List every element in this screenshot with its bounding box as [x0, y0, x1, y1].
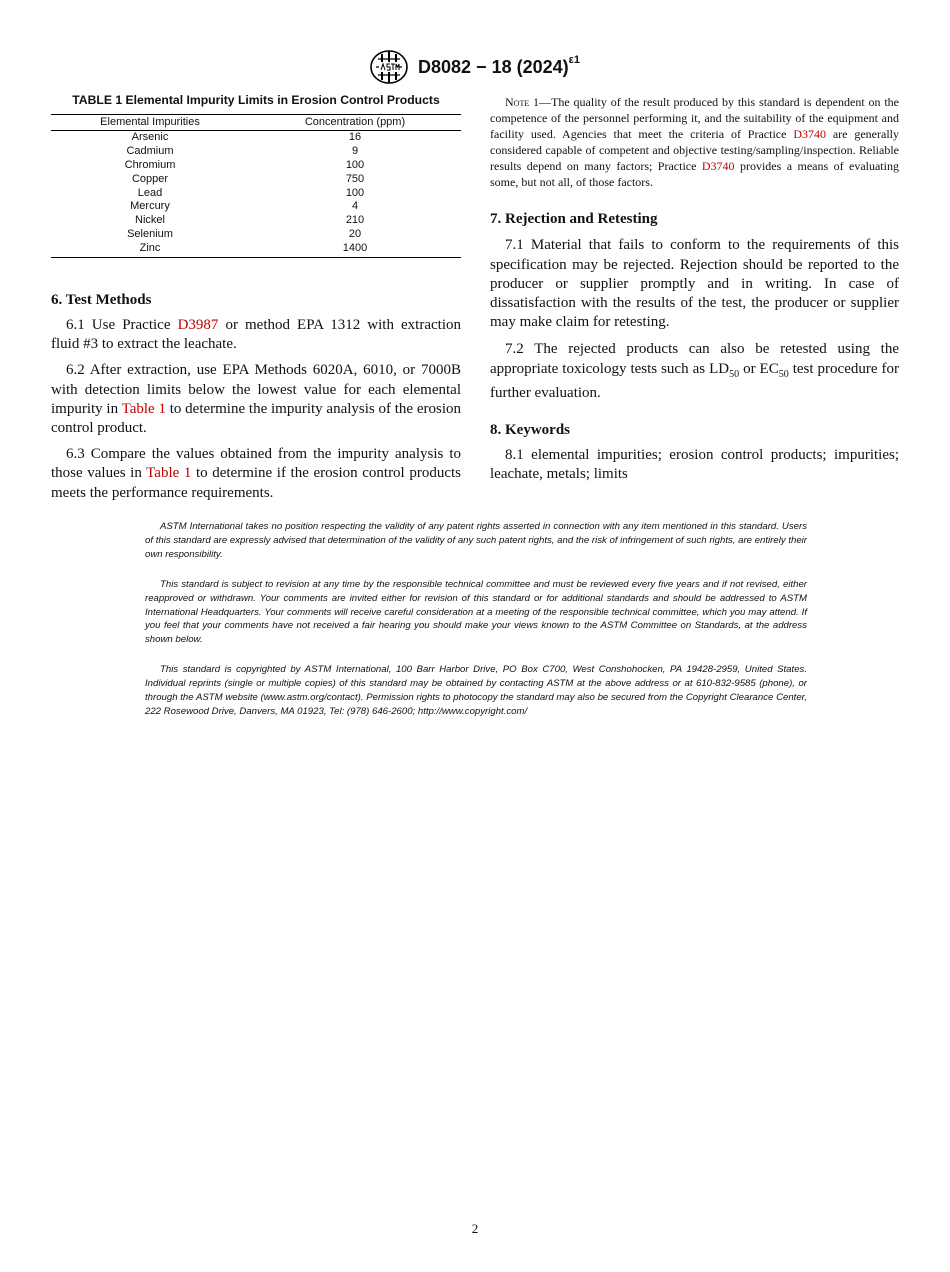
paragraph-6-3: 6.3 Compare the values obtained from the impurity analysis to those values in Table 1 to determine if the erosion control products meets the performance requirements.	[51, 446, 461, 501]
standard-designation: D8082 − 18 $(2024)^{\varepsilon 1}$	[418, 53, 580, 77]
impurity-concentration: 210	[345, 214, 365, 227]
column-header-impurity: Elemental Impurities	[51, 115, 249, 131]
impurity-concentration: 750	[345, 172, 365, 185]
table-row	[51, 145, 461, 159]
impurity-name: Chromium	[124, 158, 176, 171]
impurity-concentration: 100	[345, 158, 365, 171]
table-row	[51, 214, 461, 228]
impurity-concentration: 16	[348, 130, 362, 143]
section-6-heading: 6. Test Methods	[51, 292, 152, 309]
right-column	[490, 95, 899, 484]
section-8-heading: 8. Keywords	[490, 422, 570, 439]
link-d3987[interactable]: D3987	[177, 317, 219, 334]
page-header	[0, 50, 950, 84]
copyright-notice: This standard is copyrighted by ASTM International, 100 Barr Harbor Drive, PO Box C700, West Conshohocken, PA 19428-2959, United States. Individual reprints (single or multiple copies) of this standard may be obtained by contacting ASTM at the above address or at 610-832-9585 (phone), or through the ASTM website (www.astm.org/contact). Permission rights to photocopy the standard may also be secured from the Copyright Clearance Center, 222 Rosewood Drive, Danvers, MA 01923, Tel: (978) 646-2600; http://www.copyright.com/	[145, 664, 807, 717]
astm-logo-icon	[370, 50, 408, 84]
link-table-1[interactable]: Table 1	[146, 465, 192, 482]
table-row	[51, 130, 461, 144]
impurity-concentration: 4	[351, 200, 359, 213]
paragraph-6-2: 6.2 After extraction, use EPA Methods 6020A, 6010, or 7000B with detection limits below the lowest value for each elemental impurity in Table 1 to determine the impurity analysis of the erosion control product.	[51, 362, 462, 437]
paragraph-8-1: 8.1 elemental impurities; erosion control products; impurities; leachate, metals; limits	[490, 447, 899, 483]
impurity-concentration: 20	[348, 228, 362, 241]
revision-notice: This standard is subject to revision at any time by the responsible technical committee and must be reviewed every five years and if not revised, either reapproved or withdrawn. Your comments are invited either for revision of this standard or for additional standards and should be addressed to ASTM International Headquarters. Your comments will receive careful consideration at a meeting of the responsible technical committee, which you may attend. If you feel that your comments have not received a fair hearing you should make your views known to the ASTM Committee on Standards, at the address shown below.	[145, 578, 807, 646]
patent-notice: ASTM International takes no position respecting the validity of any patent rights asserted in connection with any item mentioned in this standard. Users of this standard are expressly advised that determination of the validity of any such patent rights, and the risk of infringement of such rights, are entirely their own responsibility.	[145, 521, 807, 560]
table-row	[51, 187, 461, 201]
impurity-name: Nickel	[135, 214, 165, 227]
paragraph-7-1: 7.1 Material that fails to conform to the requirements of this specification may be rejected. Rejection should be reported to the producer or supplier promptly and in writing. In case of dissatisfaction with the results of the test, the producer or supplier may make claim for retesting.	[490, 237, 899, 331]
impurity-concentration: 100	[345, 186, 365, 199]
section-7-heading: 7. Rejection and Retesting	[490, 211, 658, 228]
impurity-name: Selenium	[127, 228, 173, 241]
table-row	[51, 242, 461, 257]
impurity-name: Mercury	[130, 200, 170, 213]
legal-notices	[145, 520, 807, 735]
table-row	[51, 159, 461, 173]
impurity-name: Copper	[131, 172, 169, 185]
table-row	[51, 173, 461, 187]
link-d3740[interactable]: D3740	[701, 158, 735, 173]
impurity-name: Lead	[137, 186, 163, 199]
left-column	[51, 93, 461, 503]
link-d3740[interactable]: D3740	[793, 126, 826, 141]
impurity-name: Zinc	[51, 242, 249, 257]
table-row	[51, 228, 461, 242]
page-number: 2	[471, 1221, 479, 1236]
column-header-concentration: Concentration (ppm)	[249, 115, 461, 131]
paragraph-7-2: 7.2 The rejected products can also be retested using the appropriate toxicology tests such as $LD_{50}$ or $EC_{50}$ test procedure for further evaluation.	[490, 341, 899, 401]
impurity-name: Arsenic	[131, 130, 169, 143]
impurity-concentration: 9	[351, 144, 359, 157]
impurity-limits-table	[51, 114, 461, 258]
paragraph-6-1: 6.1 Use Practice D3987 or method EPA 1312 with extraction fluid #3 to extract the leachate.	[51, 317, 461, 353]
link-table-1[interactable]: Table 1	[121, 400, 166, 417]
impurity-concentration: 1400	[249, 242, 461, 257]
table-caption: TABLE 1 Elemental Impurity Limits in Erosion Control Products	[72, 93, 440, 107]
table-row	[51, 200, 461, 214]
note-1: Note 1—The quality of the result produced by this standard is dependent on the competence of the personnel performing it, and the suitability of the equipment and facility used. Agencies that meet the criteria of Practice D3740 are generally considered capable of competent and objective testing/sampling/inspection. Reliable results depend on many factors; Practice D3740 provides a means of evaluating some, but not all, of those factors.	[490, 95, 899, 189]
impurity-name: Cadmium	[126, 144, 174, 157]
